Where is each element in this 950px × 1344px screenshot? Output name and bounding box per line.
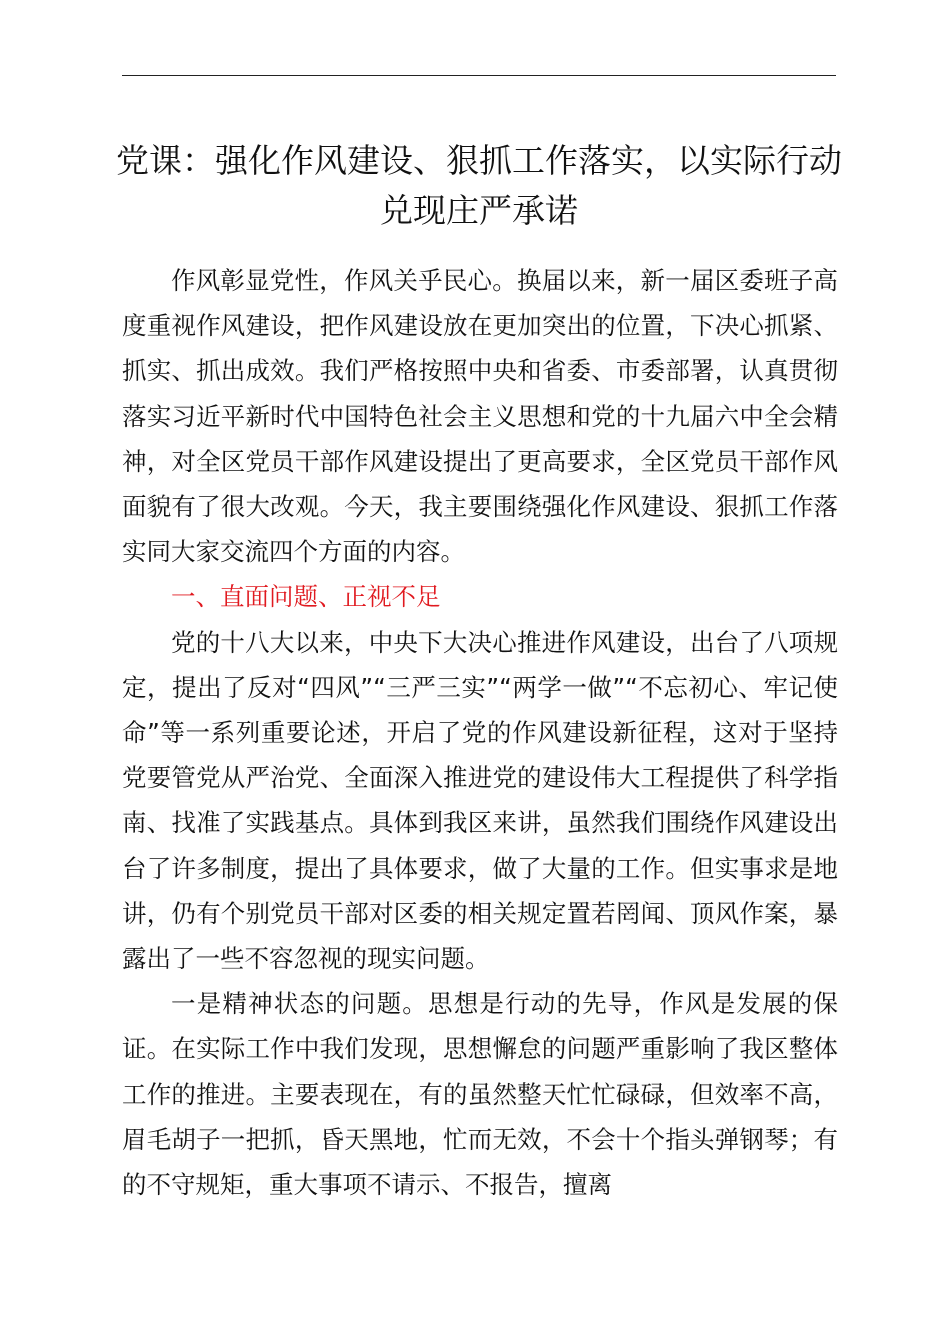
section-1-paragraph-2: 一是精神状态的问题。思想是行动的先导，作风是发展的保证。在实际工作中我们发现，思想懈怠的问题严重影响了我区整体工作的推进。主要表现在，有的虽然整天忙忙碌碌，但效率不高，眉毛胡子一把抓，昏天黑地，忙而无效，不会十个指头弹钢琴；有的不守规矩，重大事项不请示、不报告，擅离 xyxy=(122,989,838,1200)
header-rule xyxy=(122,75,836,76)
section-heading-1: 一、直面问题、正视不足 xyxy=(171,582,441,612)
document-body xyxy=(122,258,838,1207)
section-1-paragraph-1: 党的十八大以来，中央下大决心推进作风建设，出台了八项规定，提出了反对“四风”“三严三实”“两学一做”“不忘初心、牢记使命”等一系列重要论述，开启了党的作风建设新征程，这对于坚持党要管党从严治党、全面深入推进党的建设伟大工程提供了科学指南、找准了实践基点。具体到我区来讲，虽然我们围绕作风建设出台了许多制度，提出了具体要求，做了大量的工作。但实事求是地讲，仍有个别党员干部对区委的相关规定置若罔闻、顶风作案，暴露出了一些不容忽视的现实问题。 xyxy=(122,627,838,974)
document-title: 党课：强化作风建设、狠抓工作落实，以实际行动兑现庄严承诺 xyxy=(116,141,842,230)
intro-paragraph: 作风彰显党性，作风关乎民心。换届以来，新一届区委班子高度重视作风建设，把作风建设放在更加突出的位置，下决心抓紧、抓实、抓出成效。我们严格按照中央和省委、市委部署，认真贯彻落实习近平新时代中国特色社会主义思想和党的十九届六中全会精神，对全区党员干部作风建设提出了更高要求，全区党员干部作风面貌有了很大改观。今天，我主要围绕强化作风建设、狠抓工作落实同大家交流四个方面的内容。 xyxy=(122,266,838,567)
